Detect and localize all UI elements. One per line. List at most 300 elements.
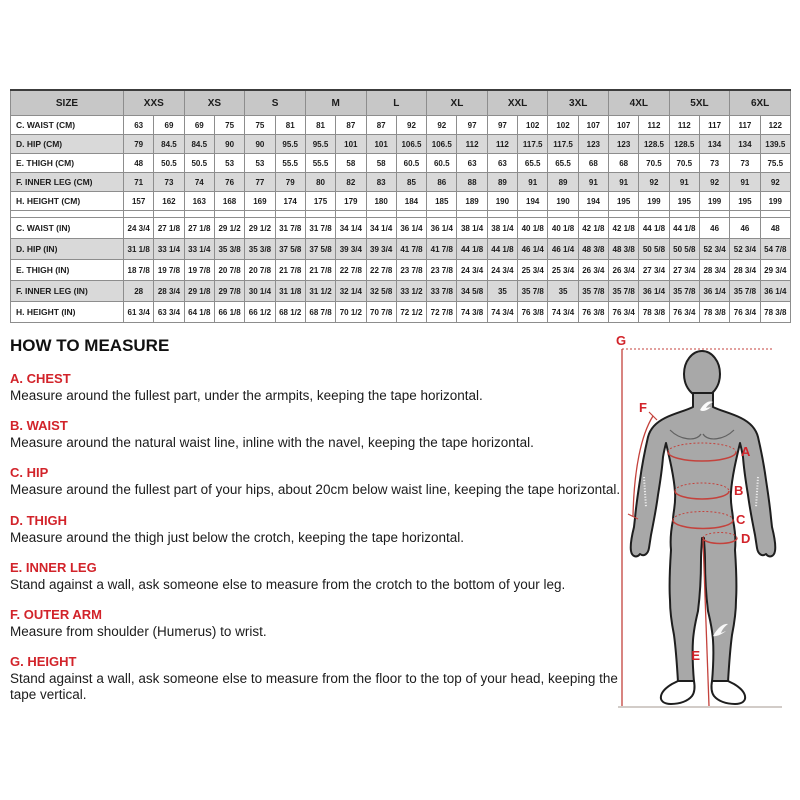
spacer-cell: [457, 211, 487, 218]
spacer-cell: [124, 211, 154, 218]
table-cell: 92: [427, 116, 457, 135]
table-cell: 134: [730, 135, 760, 154]
table-cell: 194: [578, 192, 608, 211]
table-cell: 52 3/4: [699, 239, 729, 260]
table-cell: 76 3/8: [578, 302, 608, 323]
measurement-figure: [600, 335, 800, 715]
label-height: G: [615, 335, 627, 348]
spacer-cell: [609, 211, 639, 218]
measure-item: [10, 607, 622, 640]
size-column-header: 5XL: [669, 90, 730, 116]
spacer-cell: [760, 211, 790, 218]
table-cell: 74: [184, 173, 214, 192]
table-cell: 92: [760, 173, 790, 192]
table-cell: 35: [487, 281, 517, 302]
table-cell: 33 1/4: [184, 239, 214, 260]
measure-item-label: B. WAIST: [10, 418, 68, 434]
table-cell: 117: [730, 116, 760, 135]
table-cell: 19 7/8: [184, 260, 214, 281]
spacer-cell: [578, 211, 608, 218]
table-cell: 40 1/8: [548, 218, 578, 239]
table-cell: 42 1/8: [609, 218, 639, 239]
table-cell: 75: [245, 116, 275, 135]
measure-item: [10, 513, 622, 546]
spacer-cell: [487, 211, 517, 218]
row-label: C. WAIST (IN): [11, 218, 124, 239]
table-row: [11, 116, 791, 135]
spacer-cell: [245, 211, 275, 218]
table-cell: 50 5/8: [669, 239, 699, 260]
measure-item-label: D. THIGH: [10, 512, 68, 528]
table-cell: 31 1/8: [275, 281, 305, 302]
table-cell: 35 7/8: [730, 281, 760, 302]
table-cell: 90: [245, 135, 275, 154]
spacer-cell: [305, 211, 335, 218]
row-label: F. INNER LEG (IN): [11, 281, 124, 302]
table-cell: 169: [245, 192, 275, 211]
table-cell: 195: [609, 192, 639, 211]
table-cell: 190: [487, 192, 517, 211]
table-cell: 36 1/4: [396, 218, 426, 239]
table-cell: 117.5: [548, 135, 578, 154]
measure-item-text: Measure around the fullest part of your hips, about 20cm below waist line, keeping the tape horizontal.: [10, 482, 621, 498]
table-row: [11, 173, 791, 192]
table-cell: 92: [699, 173, 729, 192]
table-cell: 41 7/8: [427, 239, 457, 260]
measure-item-text: Stand against a wall, ask someone else to measure from the crotch to the bottom of your leg.: [10, 576, 566, 592]
table-cell: 73: [154, 173, 184, 192]
measure-item: [10, 418, 622, 451]
table-cell: 81: [305, 116, 335, 135]
label-outer-arm: F: [639, 400, 647, 415]
table-cell: 35 7/8: [669, 281, 699, 302]
table-cell: 76 3/4: [609, 302, 639, 323]
spacer-row: [11, 211, 791, 218]
table-cell: 66 1/2: [245, 302, 275, 323]
table-cell: 73: [699, 154, 729, 173]
table-cell: 35: [548, 281, 578, 302]
how-to-measure-title: HOW TO MEASURE: [10, 336, 170, 355]
spacer-cell: [366, 211, 396, 218]
table-cell: 35 7/8: [609, 281, 639, 302]
table-cell: 78 3/8: [639, 302, 669, 323]
table-cell: 38 1/4: [487, 218, 517, 239]
table-cell: 29 1/2: [214, 218, 244, 239]
table-cell: 46: [699, 218, 729, 239]
table-cell: 53: [245, 154, 275, 173]
table-cell: 36 1/4: [699, 281, 729, 302]
table-cell: 199: [699, 192, 729, 211]
table-cell: 28: [124, 281, 154, 302]
spacer-cell: [730, 211, 760, 218]
row-label: F. INNER LEG (CM): [11, 173, 124, 192]
table-cell: 40 1/8: [518, 218, 548, 239]
measure-item-label: E. INNER LEG: [10, 559, 97, 575]
table-cell: 195: [730, 192, 760, 211]
table-cell: 48: [760, 218, 790, 239]
table-cell: 19 7/8: [154, 260, 184, 281]
table-cell: 80: [305, 173, 335, 192]
table-cell: 29 7/8: [214, 281, 244, 302]
table-cell: 37 5/8: [305, 239, 335, 260]
table-cell: 48 3/8: [609, 239, 639, 260]
measure-item: [10, 560, 622, 593]
size-column-header: 3XL: [548, 90, 609, 116]
table-cell: 32 1/4: [336, 281, 366, 302]
table-cell: 102: [518, 116, 548, 135]
table-cell: 70.5: [669, 154, 699, 173]
table-cell: 21 7/8: [305, 260, 335, 281]
table-cell: 162: [154, 192, 184, 211]
table-cell: 35 7/8: [578, 281, 608, 302]
table-cell: 24 3/4: [124, 218, 154, 239]
table-cell: 31 7/8: [275, 218, 305, 239]
table-cell: 65.5: [548, 154, 578, 173]
table-cell: 60.5: [427, 154, 457, 173]
table-cell: 39 3/4: [336, 239, 366, 260]
table-cell: 91: [669, 173, 699, 192]
table-cell: 194: [518, 192, 548, 211]
table-cell: 92: [396, 116, 426, 135]
table-cell: 36 1/4: [427, 218, 457, 239]
size-chart-table: [10, 89, 791, 323]
table-cell: 89: [548, 173, 578, 192]
label-waist: B: [734, 483, 744, 498]
row-label: H. HEIGHT (CM): [11, 192, 124, 211]
table-cell: 63: [487, 154, 517, 173]
measure-item-text: Measure from shoulder (Humerus) to wrist.: [10, 623, 267, 639]
table-cell: 63: [457, 154, 487, 173]
measure-item-label: C. HIP: [10, 465, 49, 481]
table-cell: 39 3/4: [366, 239, 396, 260]
measure-item-label: F. OUTER ARM: [10, 606, 102, 622]
table-cell: 189: [457, 192, 487, 211]
table-cell: 37 5/8: [275, 239, 305, 260]
table-cell: 106.5: [396, 135, 426, 154]
table-cell: 50.5: [154, 154, 184, 173]
table-cell: 35 7/8: [518, 281, 548, 302]
table-cell: 123: [578, 135, 608, 154]
table-row: [11, 260, 791, 281]
table-cell: 70 7/8: [366, 302, 396, 323]
table-cell: 81: [275, 116, 305, 135]
table-cell: 175: [305, 192, 335, 211]
measure-item-label: A. CHEST: [10, 371, 71, 386]
table-cell: 58: [366, 154, 396, 173]
table-cell: 27 1/8: [184, 218, 214, 239]
head: [684, 351, 720, 397]
table-cell: 28 3/4: [730, 260, 760, 281]
size-column-header: 6XL: [730, 90, 791, 116]
table-cell: 112: [487, 135, 517, 154]
table-cell: 74 3/4: [487, 302, 517, 323]
table-cell: 112: [639, 116, 669, 135]
size-header-label: SIZE: [11, 90, 124, 116]
table-cell: 84.5: [154, 135, 184, 154]
table-cell: 184: [396, 192, 426, 211]
body-silhouette: [631, 351, 776, 704]
size-column-header: XXS: [124, 90, 185, 116]
spacer-cell: [11, 211, 124, 218]
table-cell: 76: [214, 173, 244, 192]
table-cell: 26 3/4: [609, 260, 639, 281]
right-foot: [711, 681, 745, 704]
measure-item-list: [10, 371, 622, 704]
how-to-measure-section: [10, 336, 622, 718]
table-cell: 70.5: [639, 154, 669, 173]
table-cell: 44 1/8: [487, 239, 517, 260]
table-cell: 25 3/4: [518, 260, 548, 281]
table-cell: 29 1/2: [245, 218, 275, 239]
table-cell: 52 3/4: [730, 239, 760, 260]
row-label: D. HIP (IN): [11, 239, 124, 260]
table-row: [11, 302, 791, 323]
size-column-header: S: [245, 90, 306, 116]
table-cell: 20 7/8: [214, 260, 244, 281]
spacer-cell: [639, 211, 669, 218]
table-cell: 36 1/4: [639, 281, 669, 302]
table-cell: 68: [609, 154, 639, 173]
table-cell: 28 3/4: [699, 260, 729, 281]
table-cell: 174: [275, 192, 305, 211]
table-cell: 85: [396, 173, 426, 192]
table-cell: 64 1/8: [184, 302, 214, 323]
measure-item: [10, 654, 622, 703]
table-cell: 55.5: [275, 154, 305, 173]
size-column-header: XXL: [487, 90, 548, 116]
table-cell: 48: [124, 154, 154, 173]
table-cell: 95.5: [305, 135, 335, 154]
table-cell: 69: [154, 116, 184, 135]
table-cell: 107: [578, 116, 608, 135]
table-cell: 75: [214, 116, 244, 135]
table-cell: 34 1/4: [366, 218, 396, 239]
table-cell: 24 3/4: [457, 260, 487, 281]
table-cell: 31 1/2: [305, 281, 335, 302]
table-cell: 101: [336, 135, 366, 154]
spacer-cell: [154, 211, 184, 218]
spacer-cell: [699, 211, 729, 218]
table-cell: 97: [457, 116, 487, 135]
spacer-cell: [518, 211, 548, 218]
table-cell: 97: [487, 116, 517, 135]
table-row: [11, 192, 791, 211]
table-row: [11, 239, 791, 260]
label-hip: C: [736, 512, 746, 527]
table-cell: 112: [669, 116, 699, 135]
size-column-header: L: [366, 90, 427, 116]
table-cell: 91: [578, 173, 608, 192]
table-cell: 27 1/8: [154, 218, 184, 239]
table-cell: 68 1/2: [275, 302, 305, 323]
size-chart: [10, 89, 791, 323]
spacer-cell: [336, 211, 366, 218]
table-cell: 134: [699, 135, 729, 154]
measure-item: [10, 465, 622, 498]
table-cell: 74 3/8: [457, 302, 487, 323]
table-cell: 46 1/4: [548, 239, 578, 260]
table-cell: 33 1/4: [154, 239, 184, 260]
table-cell: 46 1/4: [518, 239, 548, 260]
table-cell: 78 3/8: [699, 302, 729, 323]
table-cell: 73: [730, 154, 760, 173]
table-cell: 50.5: [184, 154, 214, 173]
table-cell: 122: [760, 116, 790, 135]
table-cell: 199: [760, 192, 790, 211]
table-cell: 190: [548, 192, 578, 211]
table-cell: 20 7/8: [245, 260, 275, 281]
spacer-cell: [427, 211, 457, 218]
label-thigh: D: [741, 531, 751, 546]
table-cell: 101: [366, 135, 396, 154]
table-cell: 68: [578, 154, 608, 173]
table-cell: 61 3/4: [124, 302, 154, 323]
measure-item-text: Measure around the thigh just below the crotch, keeping the tape horizontal.: [10, 529, 465, 545]
table-cell: 46: [730, 218, 760, 239]
table-cell: 95.5: [275, 135, 305, 154]
table-cell: 123: [609, 135, 639, 154]
table-cell: 78 3/8: [760, 302, 790, 323]
spacer-cell: [396, 211, 426, 218]
table-row: [11, 135, 791, 154]
table-cell: 112: [457, 135, 487, 154]
table-cell: 71: [124, 173, 154, 192]
table-cell: 117: [699, 116, 729, 135]
table-cell: 48 3/8: [578, 239, 608, 260]
table-cell: 58: [336, 154, 366, 173]
table-cell: 29 3/4: [760, 260, 790, 281]
measure-item-text: Measure around the fullest part, under the armpits, keeping the tape horizontal.: [10, 388, 483, 403]
table-cell: 168: [214, 192, 244, 211]
row-label: E. THIGH (IN): [11, 260, 124, 281]
table-cell: 68 7/8: [305, 302, 335, 323]
table-cell: 91: [609, 173, 639, 192]
table-cell: 76 3/4: [730, 302, 760, 323]
spacer-cell: [214, 211, 244, 218]
table-cell: 90: [214, 135, 244, 154]
table-cell: 195: [669, 192, 699, 211]
table-cell: 87: [366, 116, 396, 135]
table-cell: 117.5: [518, 135, 548, 154]
table-cell: 66 1/8: [214, 302, 244, 323]
left-foot: [661, 681, 695, 704]
table-cell: 128.5: [639, 135, 669, 154]
table-cell: 91: [730, 173, 760, 192]
table-cell: 24 3/4: [487, 260, 517, 281]
row-label: C. WAIST (CM): [11, 116, 124, 135]
table-cell: 89: [487, 173, 517, 192]
table-cell: 33 7/8: [427, 281, 457, 302]
table-row: [11, 281, 791, 302]
table-cell: 26 3/4: [578, 260, 608, 281]
table-cell: 76 3/8: [518, 302, 548, 323]
table-header-row: [11, 90, 791, 116]
spacer-cell: [669, 211, 699, 218]
table-cell: 41 7/8: [396, 239, 426, 260]
table-cell: 23 7/8: [396, 260, 426, 281]
table-cell: 107: [609, 116, 639, 135]
table-cell: 55.5: [305, 154, 335, 173]
table-cell: 44 1/8: [457, 239, 487, 260]
measure-item-text: Measure around the natural waist line, inline with the navel, keeping the tape horizontal.: [10, 435, 534, 451]
table-cell: 179: [336, 192, 366, 211]
row-label: D. HIP (CM): [11, 135, 124, 154]
table-cell: 53: [214, 154, 244, 173]
table-cell: 25 3/4: [548, 260, 578, 281]
table-cell: 60.5: [396, 154, 426, 173]
measure-item: [10, 371, 622, 404]
table-cell: 83: [366, 173, 396, 192]
table-cell: 185: [427, 192, 457, 211]
table-cell: 63 3/4: [154, 302, 184, 323]
size-column-header: 4XL: [609, 90, 670, 116]
table-cell: 139.5: [760, 135, 790, 154]
table-cell: 72 1/2: [396, 302, 426, 323]
table-cell: 65.5: [518, 154, 548, 173]
table-cell: 44 1/8: [669, 218, 699, 239]
table-cell: 157: [124, 192, 154, 211]
table-cell: 18 7/8: [124, 260, 154, 281]
table-cell: 34 5/8: [457, 281, 487, 302]
table-cell: 38 1/4: [457, 218, 487, 239]
size-column-header: M: [305, 90, 366, 116]
row-label: H. HEIGHT (IN): [11, 302, 124, 323]
spacer-cell: [548, 211, 578, 218]
table-cell: 54 7/8: [760, 239, 790, 260]
table-cell: 91: [518, 173, 548, 192]
table-cell: 79: [124, 135, 154, 154]
table-cell: 69: [184, 116, 214, 135]
table-cell: 87: [336, 116, 366, 135]
row-label: E. THIGH (CM): [11, 154, 124, 173]
table-cell: 28 3/4: [154, 281, 184, 302]
table-row: [11, 154, 791, 173]
measure-item-label: G. HEIGHT: [10, 654, 77, 670]
table-cell: 163: [184, 192, 214, 211]
table-cell: 70 1/2: [336, 302, 366, 323]
label-inner-leg: E: [691, 648, 700, 663]
table-cell: 50 5/8: [639, 239, 669, 260]
table-cell: 77: [245, 173, 275, 192]
size-column-header: XL: [427, 90, 488, 116]
table-cell: 79: [275, 173, 305, 192]
table-cell: 22 7/8: [336, 260, 366, 281]
table-cell: 92: [639, 173, 669, 192]
table-cell: 75.5: [760, 154, 790, 173]
table-cell: 31 7/8: [305, 218, 335, 239]
table-cell: 30 1/4: [245, 281, 275, 302]
measure-item-text: Stand against a wall, ask someone else to measure from the floor to the top of your head, keeping the tape vertical.: [10, 671, 618, 703]
table-cell: 35 3/8: [245, 239, 275, 260]
table-cell: 72 7/8: [427, 302, 457, 323]
table-cell: 180: [366, 192, 396, 211]
table-cell: 63: [124, 116, 154, 135]
table-cell: 36 1/4: [760, 281, 790, 302]
table-cell: 35 3/8: [214, 239, 244, 260]
table-cell: 199: [639, 192, 669, 211]
table-cell: 128.5: [669, 135, 699, 154]
table-cell: 22 7/8: [366, 260, 396, 281]
table-cell: 76 3/4: [669, 302, 699, 323]
table-cell: 82: [336, 173, 366, 192]
label-chest: A: [741, 444, 751, 459]
table-cell: 21 7/8: [275, 260, 305, 281]
size-column-header: XS: [184, 90, 245, 116]
table-cell: 23 7/8: [427, 260, 457, 281]
table-cell: 42 1/8: [578, 218, 608, 239]
spacer-cell: [275, 211, 305, 218]
table-cell: 106.5: [427, 135, 457, 154]
